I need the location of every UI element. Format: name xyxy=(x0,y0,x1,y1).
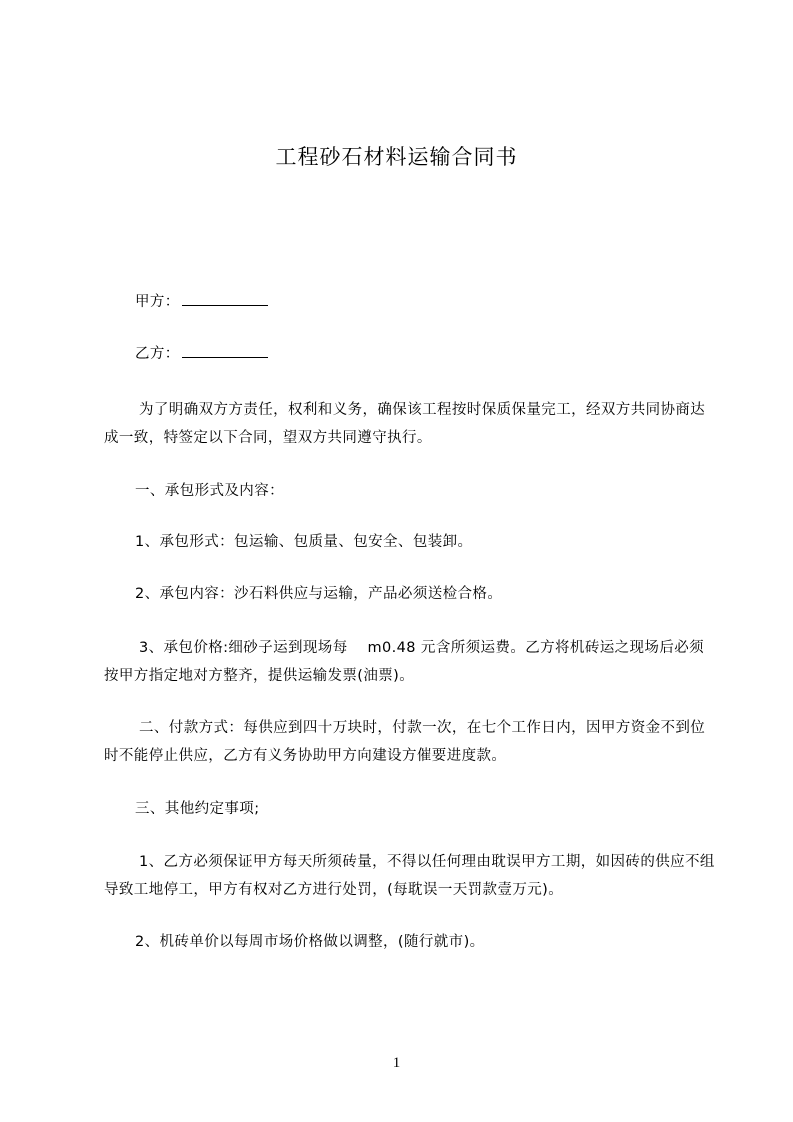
section-heading-scope: 一、承包形式及内容： xyxy=(135,483,284,499)
section-heading-other: 三、其他约定事项; xyxy=(135,801,260,817)
party-a-blank xyxy=(182,291,268,306)
page-number: 1 xyxy=(392,1055,401,1071)
section-payment-terms: 二、付款方式：每供应到四十万块时，付款一次，在七个工作日内，因甲方资金不到位时不能停止供应，乙方有义务协助甲方向建设方催要进度款。 xyxy=(104,720,706,764)
clause-unit-price: 2、机砖单价以每周市场价格做以调整，(随行就市)。 xyxy=(135,934,485,950)
preamble-paragraph: 为了明确双方方责任，权利和义务，确保该工程按时保质保量完工，经双方共同协商达成一致，特签定以下合同，望双方共同遵守执行。 xyxy=(104,402,706,446)
party-a-label: 甲方： xyxy=(135,294,180,310)
party-b-label: 乙方： xyxy=(135,346,180,362)
party-b-blank xyxy=(182,343,268,358)
clause-contract-price: 3、承包价格:细砂子运到现场每 m0.48 元含所须运费。乙方将机砖运之现场后必须按甲方指定地对方整齐，提供运输发票(油票)。 xyxy=(104,640,705,684)
clause-contract-form: 1、承包形式：包运输、包质量、包安全、包装卸。 xyxy=(135,534,473,550)
clause-daily-supply: 1、乙方必须保证甲方每天所须砖量，不得以任何理由耽误甲方工期，如因砖的供应不组导致工地停工，甲方有权对乙方进行处罚，(每耽误一天罚款壹万元)。 xyxy=(104,854,715,898)
party-a-line xyxy=(104,288,716,316)
document-title: 工程砂石材料运输合同书 xyxy=(275,145,518,169)
clause-contract-content: 2、承包内容：沙石料供应与运输，产品必须送检合格。 xyxy=(135,586,503,602)
party-b-line xyxy=(104,340,716,368)
